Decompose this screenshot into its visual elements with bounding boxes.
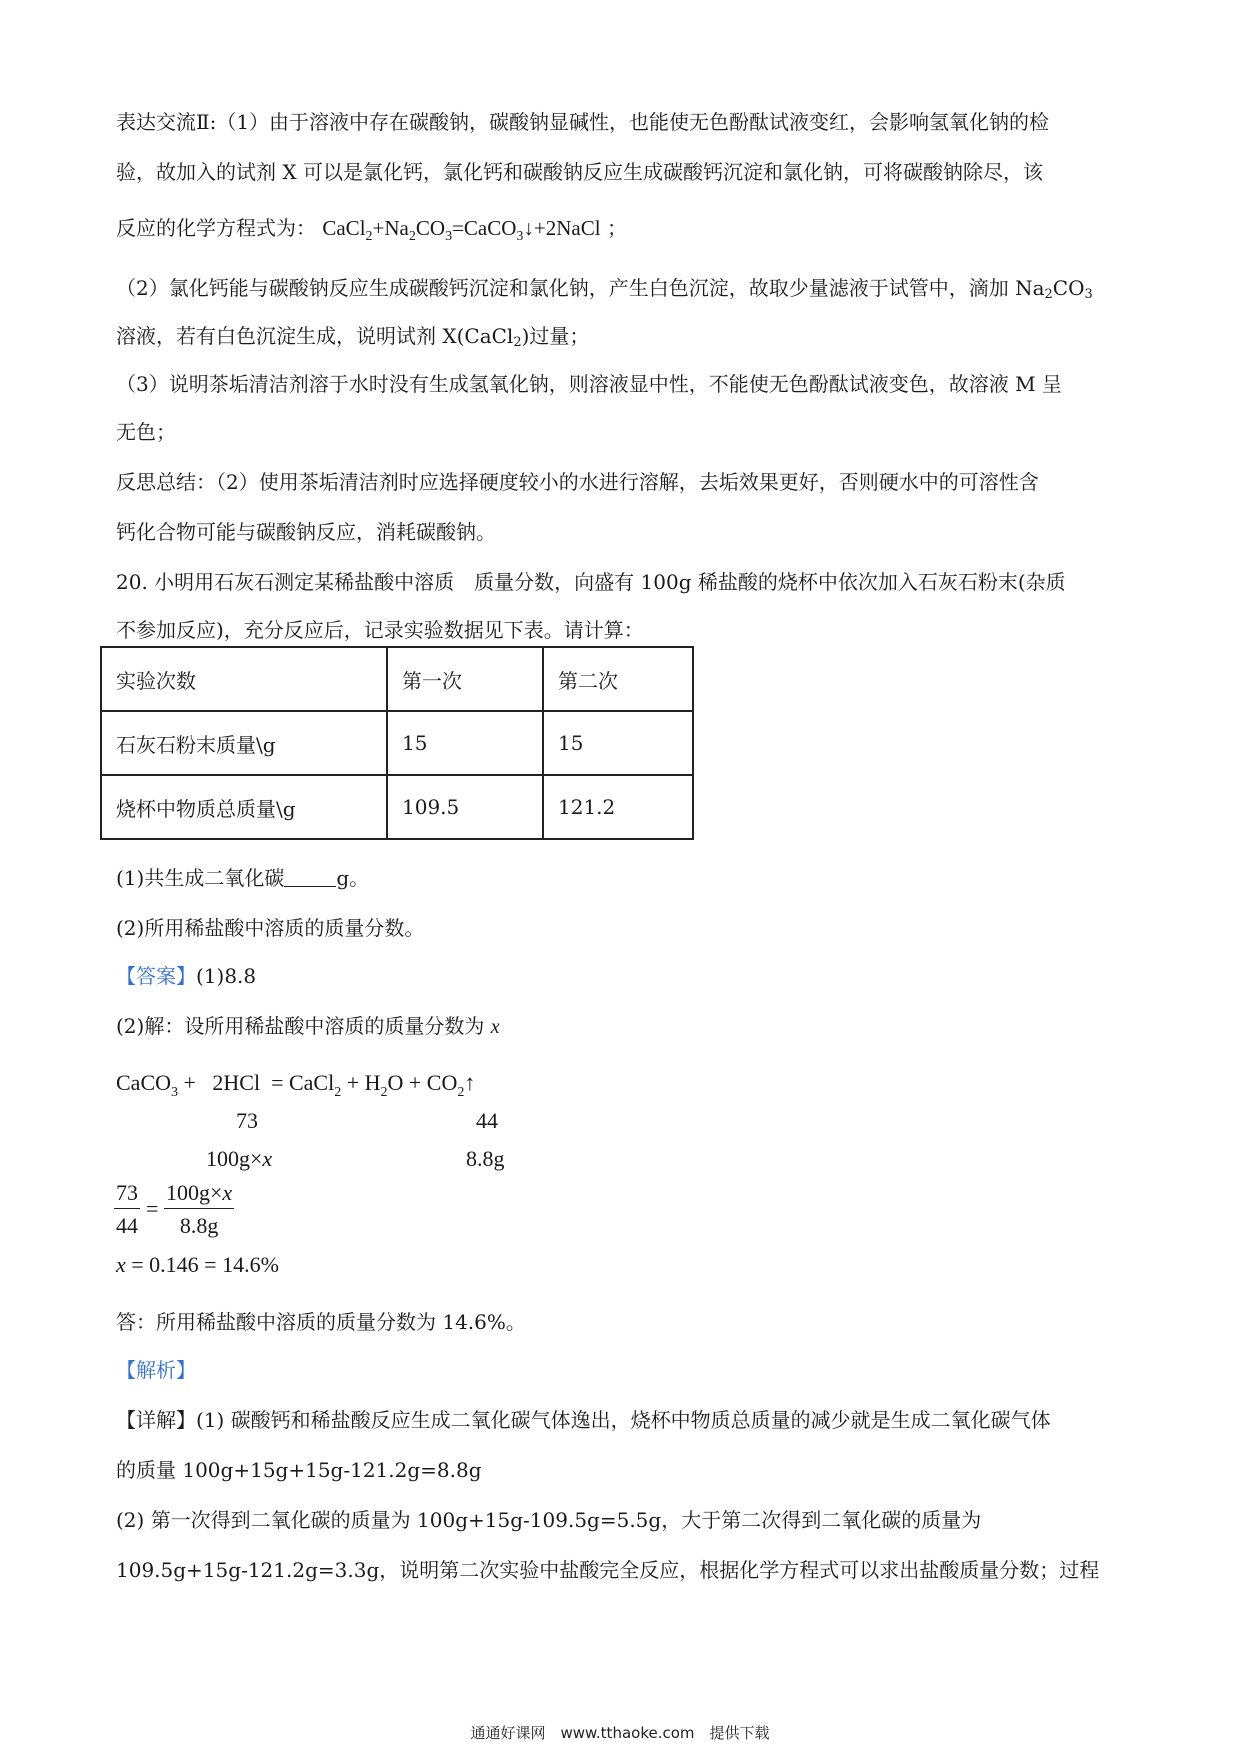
table-cell: 石灰石粉末质量\g bbox=[101, 711, 387, 775]
para1-line2: 验，故加入的试剂 X 可以是氯化钙，氯化钙和碳酸钠反应生成碳酸钙沉淀和氯化钠，可将碳酸钠除尽，该 bbox=[116, 160, 1043, 184]
sub-question-1: (1)共生成二氧化碳 g。 bbox=[116, 866, 370, 890]
para1-line3 bbox=[116, 212, 627, 245]
solution-intro: (2)解：设所用稀盐酸中溶质的质量分数为 x bbox=[116, 1014, 500, 1038]
para4-line2: 钙化合物可能与碳酸钠反应，消耗碳酸钠。 bbox=[116, 520, 496, 544]
para2-line2: 溶液，若有白色沉淀生成，说明试剂 X(CaCl$_2$)过量； bbox=[116, 324, 590, 350]
co2-molar-mass: 44 bbox=[476, 1108, 498, 1133]
table-cell: 109.5 bbox=[387, 775, 543, 839]
table-cell: 15 bbox=[543, 711, 693, 775]
detail-line3: (2) 第一次得到二氧化碳的质量为 100g+15g-109.5g=5.5g，大于第二次得到二氧化碳的质量为 bbox=[116, 1508, 982, 1532]
fraction-right: $\frac{100g\times x}{8.8g}$ bbox=[166, 1180, 233, 1238]
analysis-label: 【解析】 bbox=[116, 1358, 196, 1382]
result-line: x = 0.146 = 14.6% bbox=[116, 1252, 279, 1277]
co2-mass: 8.8g bbox=[466, 1146, 505, 1171]
detail-line4: 109.5g+15g-121.2g=3.3g，说明第二次实验中盐酸完全反应，根据化学方程式可以求出盐酸质量分数；过程 bbox=[116, 1558, 1100, 1582]
answer-line bbox=[116, 960, 256, 989]
footer-watermark: 通通好课网 www.tthaoke.com 提供下载 bbox=[470, 1724, 770, 1742]
fraction-left: $\frac{73}{44}$ bbox=[116, 1180, 138, 1238]
table-header-cell: 第二次 bbox=[543, 647, 693, 711]
table-header-row bbox=[101, 647, 693, 711]
conclusion: 答：所用稀盐酸中溶质的质量分数为 14.6%。 bbox=[116, 1310, 526, 1334]
sub-question-2: (2)所用稀盐酸中溶质的质量分数。 bbox=[116, 916, 425, 940]
table-cell: 烧杯中物质总质量\g bbox=[101, 775, 387, 839]
table-row bbox=[101, 775, 693, 839]
reaction-equation: CaCO$_3$ + 2HCl = CaCl$_2$ + $H_2O$ + $CO_2↑$ bbox=[116, 1070, 476, 1100]
para2-line1: （2）氯化钙能与碳酸钠反应生成碳酸钙沉淀和氯化钠，产生白色沉淀，故取少量滤液于试管中，滴加 $Na_2CO_3$ bbox=[116, 276, 1093, 302]
answer-blank bbox=[284, 868, 336, 887]
para3-line2: 无色； bbox=[116, 420, 176, 444]
para3-line1: （3）说明茶垢清洁剂溶于水时没有生成氢氧化钠，则溶液显中性，不能使无色酚酞试液变色，故溶液 M 呈 bbox=[116, 372, 1062, 396]
para1-line3-prefix: 反应的化学方程式为： bbox=[116, 216, 316, 240]
table-row bbox=[101, 711, 693, 775]
detail-line1: 【详解】(1) 碳酸钙和稀盐酸反应生成二氧化碳气体逸出，烧杯中物质总质量的减少就是生成二氧化碳气体 bbox=[116, 1408, 1051, 1432]
answer-label: 【答案】 bbox=[116, 964, 196, 988]
table-header-cell: 实验次数 bbox=[101, 647, 387, 711]
para1-line1: 表达交流Ⅱ:（1）由于溶液中存在碳酸钠，碳酸钠显碱性，也能使无色酚酞试液变红，会影响氢氧化钠的检 bbox=[116, 110, 1050, 134]
q20-line2: 不参加反应)，充分反应后，记录实验数据见下表。请计算： bbox=[116, 618, 644, 642]
table-cell: 121.2 bbox=[543, 775, 693, 839]
detail-line2: 的质量 100g+15g+15g-121.2g=8.8g bbox=[116, 1458, 482, 1482]
detail-label: 【详解】 bbox=[116, 1408, 196, 1432]
equation-cacl2-na2co3: $CaCl_2+Na_2CO_3=CaCO_3↓+2NaCl$ bbox=[322, 216, 601, 244]
para1-line3-tail: ； bbox=[606, 216, 627, 240]
hcl-mass: 100g×x bbox=[206, 1146, 273, 1171]
table-header-cell: 第一次 bbox=[387, 647, 543, 711]
para4-line1: 反思总结：（2）使用茶垢清洁剂时应选择硬度较小的水进行溶解，去垢效果更好，否则硬水中的可溶性含 bbox=[116, 470, 1039, 494]
experiment-table bbox=[100, 646, 694, 840]
hcl-molar-mass: 73 bbox=[236, 1108, 258, 1133]
equals-sign: = bbox=[146, 1196, 159, 1221]
answer-text: (1)8.8 bbox=[196, 964, 257, 988]
table-cell: 15 bbox=[387, 711, 543, 775]
q20-line1: 20. 小明用石灰石测定某稀盐酸中溶质 质量分数，向盛有 100g 稀盐酸的烧杯中依次加入石灰石粉末(杂质 bbox=[116, 570, 1066, 594]
